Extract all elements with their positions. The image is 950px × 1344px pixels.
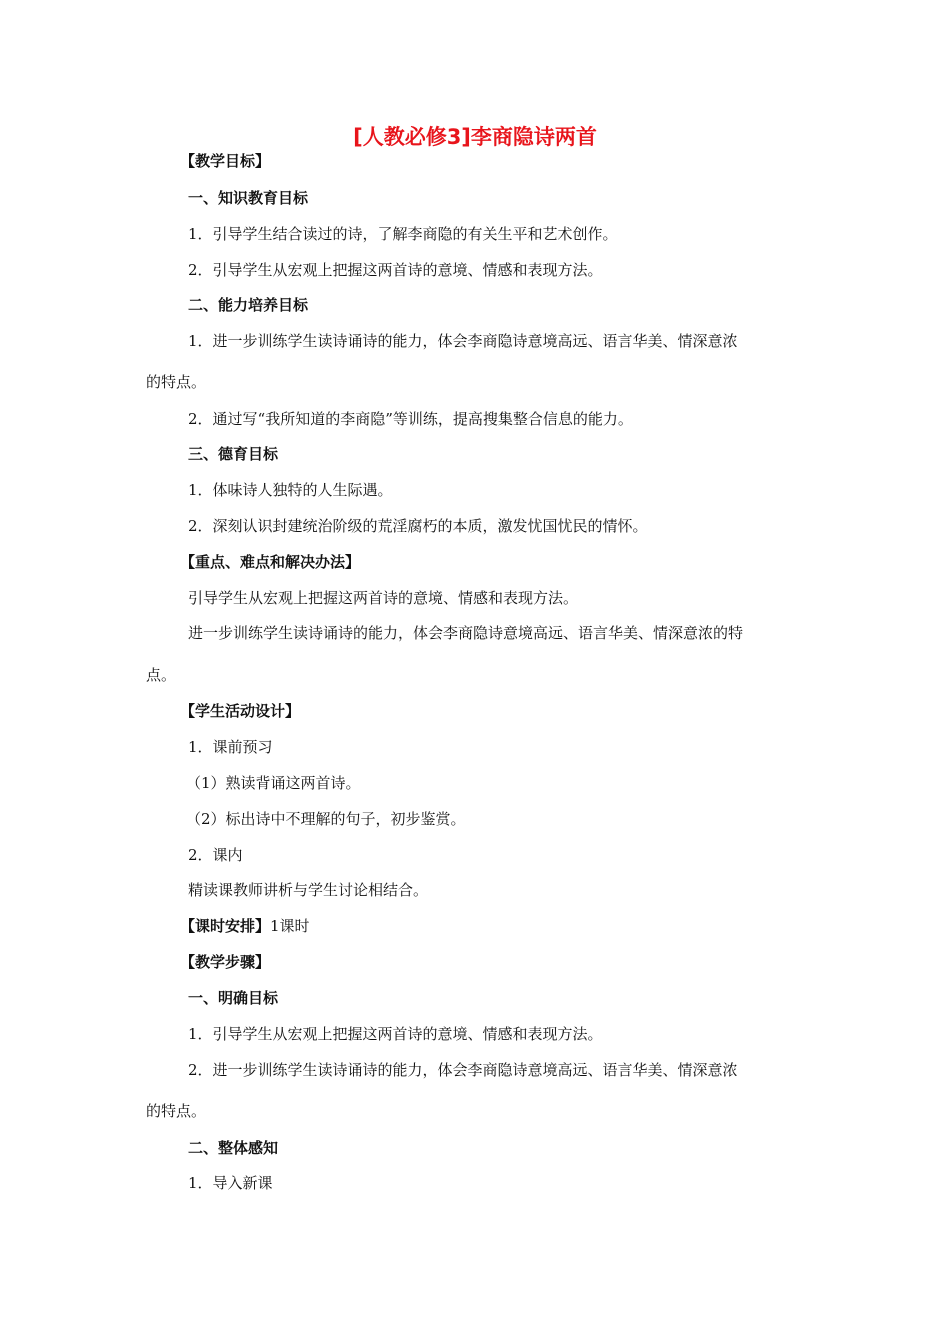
document-title: [人教必修3]李商隐诗两首 <box>353 125 597 149</box>
paragraph: 2．深刻认识封建统治阶级的荒淫腐朽的本质，激发忧国忧民的情怀。 <box>188 517 648 535</box>
paragraph: 1．导入新课 <box>188 1174 273 1192</box>
heading-clarify-goals: 一、明确目标 <box>188 989 279 1007</box>
paragraph-continuation: 点。 <box>146 666 177 684</box>
paragraph: 2．通过写“我所知道的李商隐”等训练，提高搜集整合信息的能力。 <box>188 410 633 428</box>
paragraph: 2．进一步训练学生读诗诵诗的能力，体会李商隐诗意境高远、语言华美、情深意浓 <box>188 1061 738 1079</box>
paragraph: 1．体味诗人独特的人生际遇。 <box>188 481 393 499</box>
heading-knowledge-goals: 一、知识教育目标 <box>188 189 309 207</box>
heading-overall-perception: 二、整体感知 <box>188 1139 279 1157</box>
heading-student-activities: 【学生活动设计】 <box>180 702 301 720</box>
schedule-value: 1课时 <box>270 917 310 935</box>
paragraph-continuation: 的特点。 <box>146 373 207 391</box>
paragraph: 精读课教师讲析与学生讨论相结合。 <box>188 881 429 899</box>
paragraph-continuation: 的特点。 <box>146 1102 207 1120</box>
heading-teaching-steps: 【教学步骤】 <box>180 953 271 971</box>
heading-schedule: 【课时安排】 <box>180 917 271 935</box>
schedule-line <box>180 915 310 937</box>
paragraph: 2．引导学生从宏观上把握这两首诗的意境、情感和表现方法。 <box>188 261 603 279</box>
paragraph: 2．课内 <box>188 846 243 864</box>
heading-moral-goals: 三、德育目标 <box>188 445 279 463</box>
paragraph: 1．引导学生结合读过的诗，了解李商隐的有关生平和艺术创作。 <box>188 225 618 243</box>
paragraph: （2）标出诗中不理解的句子，初步鉴赏。 <box>186 810 466 828</box>
paragraph: （1）熟读背诵这两首诗。 <box>186 774 361 792</box>
paragraph: 1．引导学生从宏观上把握这两首诗的意境、情感和表现方法。 <box>188 1025 603 1043</box>
paragraph: 进一步训练学生读诗诵诗的能力，体会李商隐诗意境高远、语言华美、情深意浓的特 <box>188 624 744 642</box>
paragraph: 1．课前预习 <box>188 738 273 756</box>
paragraph: 引导学生从宏观上把握这两首诗的意境、情感和表现方法。 <box>188 589 579 607</box>
paragraph: 1．进一步训练学生读诗诵诗的能力，体会李商隐诗意境高远、语言华美、情深意浓 <box>188 332 738 350</box>
heading-teaching-goals: 【教学目标】 <box>180 152 271 170</box>
heading-ability-goals: 二、能力培养目标 <box>188 296 309 314</box>
heading-key-points: 【重点、难点和解决办法】 <box>180 553 361 571</box>
